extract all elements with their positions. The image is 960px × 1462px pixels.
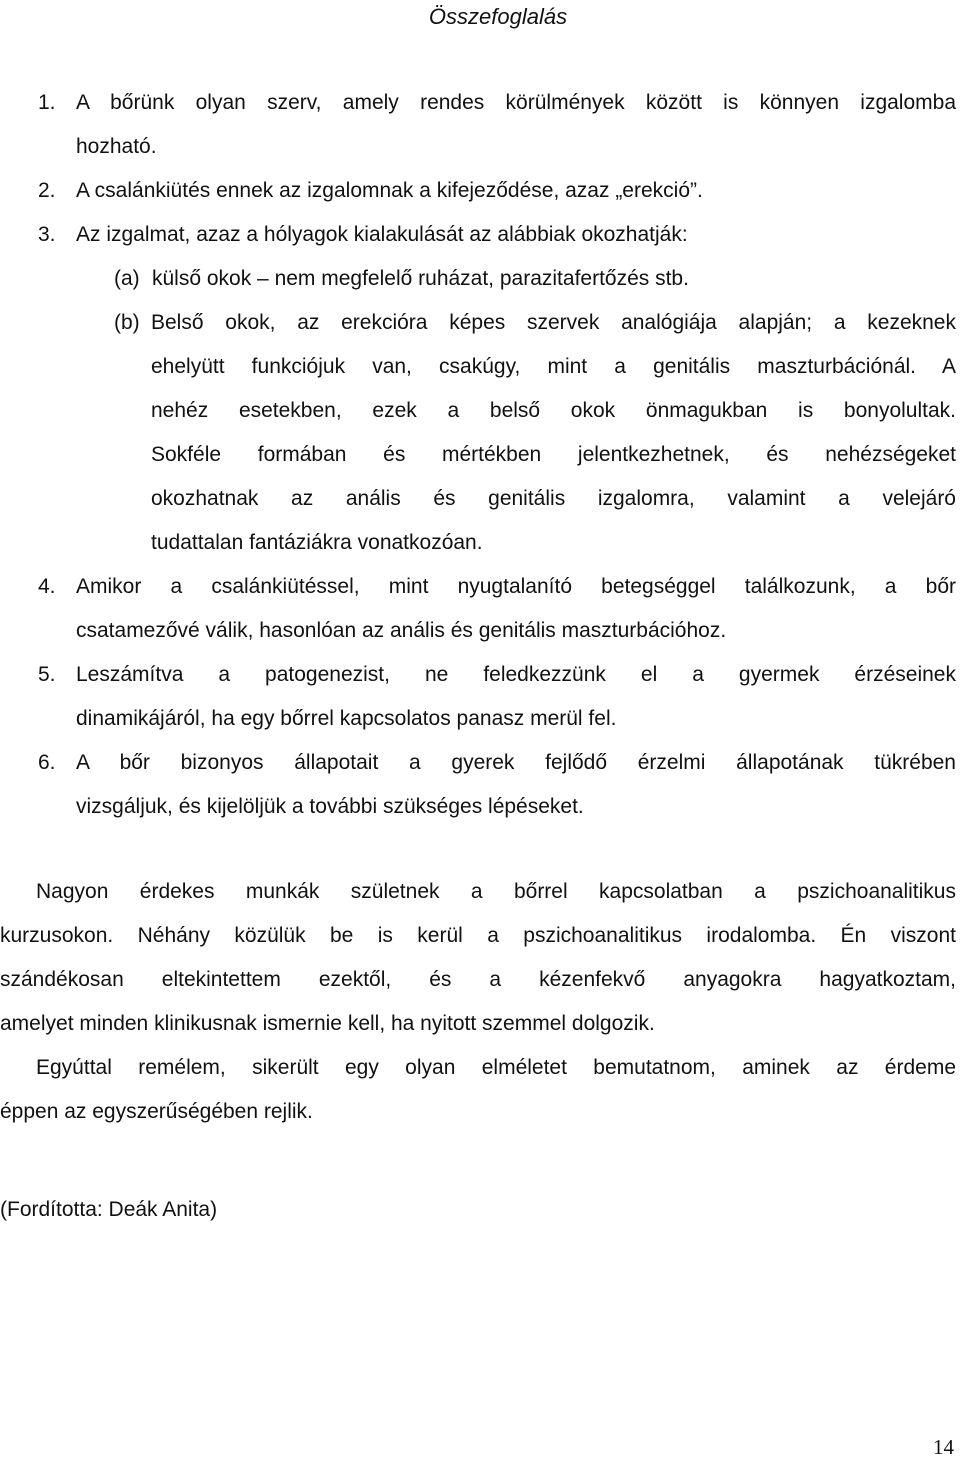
list-item-line: dinamikájáról, ha egy bőrrel kapcsolatos panasz merül fel. [76, 707, 617, 730]
list-item-line: hozható. [76, 135, 157, 158]
paragraph-line: amelyet minden klinikusnak ismernie kell, ha nyitott szemmel dolgozik. [0, 1012, 655, 1035]
list-item [0, 213, 960, 257]
sub-item-line: Belső okok, az erekcióra képes szervek analógiája alapján; a kezeknek [151, 311, 956, 334]
body-paragraph [0, 1046, 956, 1134]
sub-item-line: nehéz esetekben, ezek a belső okok önmagukban is bonyolultak. [151, 399, 956, 422]
list-item [0, 653, 960, 741]
list-item [0, 741, 960, 829]
list-item-number: 4. [38, 575, 56, 598]
list-item-line: A bőrünk olyan szerv, amely rendes körülmények között is könnyen izgalomba [76, 91, 956, 114]
paragraph-line: kurzusokon. Néhány közülük be is kerül a pszichoanalitikus irodalomba. Én viszont [0, 924, 956, 947]
paragraph-line: Nagyon érdekes munkák születnek a bőrrel kapcsolatban a pszichoanalitikus [36, 880, 956, 903]
list-item-number: 6. [38, 751, 56, 774]
list-item-number: 1. [38, 91, 56, 114]
list-item-number: 5. [38, 663, 56, 686]
sub-item-line: külső okok – nem megfelelő ruházat, parazitafertőzés stb. [152, 267, 689, 290]
page-number: 14 [933, 1435, 954, 1459]
sub-list-item [0, 301, 960, 565]
translator-credit [0, 1188, 956, 1232]
paragraph-line: szándékosan eltekintettem ezektől, és a kézenfekvő anyagokra hagyatkoztam, [0, 968, 956, 991]
list-item-line: vizsgáljuk, és kijelöljük a további szükséges lépéseket. [76, 795, 584, 818]
list-item-line: csatamezővé válik, hasonlóan az anális és genitális maszturbációhoz. [76, 619, 727, 642]
page-title: Összefoglalás [428, 4, 568, 29]
list-item-line: Amikor a csalánkiütéssel, mint nyugtalanító betegséggel találkozunk, a bőr [76, 575, 956, 598]
list-item [0, 81, 960, 169]
sub-item-line: ehelyütt funkciójuk van, csakúgy, mint a genitális maszturbációnál. A [151, 355, 956, 378]
list-item [0, 565, 960, 653]
sub-item-line: tudattalan fantáziákra vonatkozóan. [151, 531, 483, 554]
list-item-line: Leszámítva a patogenezist, ne feledkezzünk el a gyermek érzéseinek [76, 663, 956, 686]
sub-item-line: Sokféle formában és mértékben jelentkezhetnek, és nehézségeket [151, 443, 956, 466]
list-item [0, 169, 960, 213]
translator-line: (Fordította: Deák Anita) [0, 1198, 218, 1221]
paragraph-line: Egyúttal remélem, sikerült egy olyan elméletet bemutatnom, aminek az érdeme [36, 1056, 956, 1079]
sub-list-item [0, 257, 960, 301]
list-item-number: 3. [38, 223, 56, 246]
paragraph-line: éppen az egyszerűségében rejlik. [0, 1100, 313, 1123]
list-item-line: Az izgalmat, azaz a hólyagok kialakulását az alábbiak okozhatják: [76, 223, 688, 246]
sub-item-line: okozhatnak az anális és genitális izgalomra, valamint a velejáró [151, 487, 956, 510]
list-item-line: A csalánkiütés ennek az izgalomnak a kifejeződése, azaz „erekció”. [76, 179, 703, 202]
sub-item-label: (b) [114, 311, 140, 334]
body-paragraph [0, 870, 956, 1046]
sub-item-label: (a) [114, 267, 140, 290]
list-item-number: 2. [38, 179, 56, 202]
list-item-line: A bőr bizonyos állapotait a gyerek fejlődő érzelmi állapotának tükrében [76, 751, 956, 774]
